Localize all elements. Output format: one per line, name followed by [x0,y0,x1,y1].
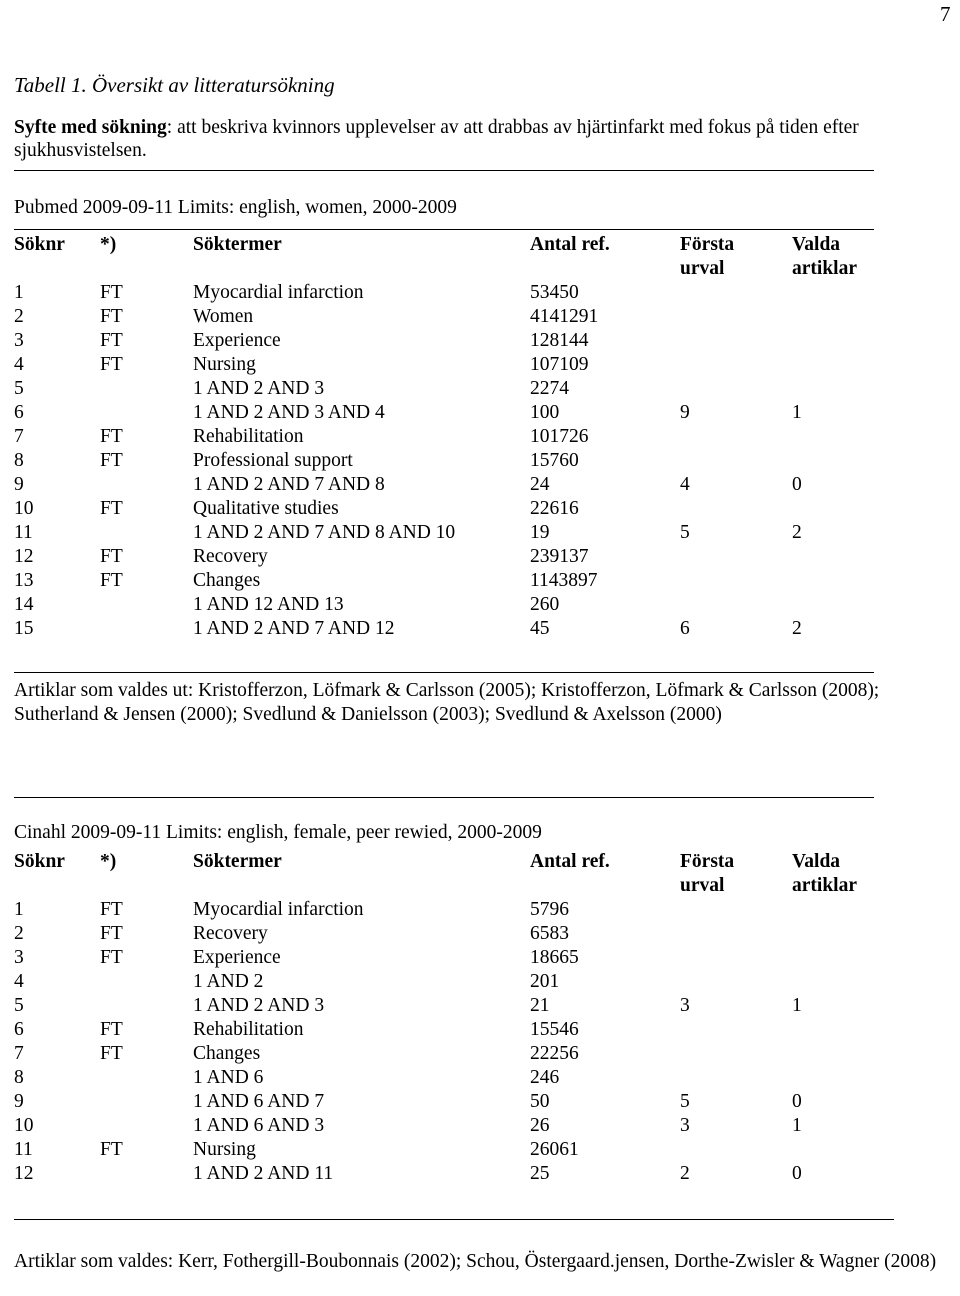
forsta-line1: Första [680,851,735,872]
table-row [14,1090,902,1114]
selected-articles-count [792,449,902,473]
selected-articles-count [792,497,902,521]
ref-count: 21 [530,995,550,1016]
ref-count: 18665 [530,947,579,968]
table-title: Tabell 1. Översikt av litteratursökning [14,73,335,97]
search-number: 12 [14,546,34,567]
first-selection [680,377,792,401]
search-number: 4 [14,354,24,375]
ref-count: 19 [530,522,550,543]
search-term: Qualitative studies [193,498,339,519]
cinahl-header: Cinahl 2009-09-11 Limits: english, female, peer rewied, 2000-2009 [14,822,542,843]
search-term: 1 AND 12 AND 13 [193,594,344,615]
ref-count: 5796 [530,899,569,920]
search-term: Rehabilitation [193,1019,304,1040]
search-number: 7 [14,1043,24,1064]
search-term: Changes [193,1043,261,1064]
col-header-antal: Antal ref. [530,234,610,255]
first-selection [680,922,792,946]
first-selection: 5 [680,522,690,543]
field-tag: FT [100,570,123,591]
table-row [14,305,902,329]
col-header-forsta [680,850,792,898]
table-row [14,449,902,473]
table-row [14,946,902,970]
table-header-row [14,850,902,898]
selected-articles-count [792,281,902,305]
table-row [14,377,902,401]
search-number: 3 [14,330,24,351]
ref-count: 100 [530,402,560,423]
ref-count: 4141291 [530,306,599,327]
search-term: 1 AND 2 AND 3 AND 4 [193,402,385,423]
table-row [14,1138,902,1162]
search-purpose [14,116,894,162]
search-number: 10 [14,498,34,519]
search-number: 4 [14,971,24,992]
table-row [14,545,902,569]
table-row [14,970,902,994]
search-term: 1 AND 2 AND 7 AND 12 [193,618,395,639]
ref-count: 128144 [530,330,589,351]
search-term: Recovery [193,546,268,567]
first-selection [680,946,792,970]
ref-count: 101726 [530,426,589,447]
search-number: 8 [14,1067,24,1088]
ref-count: 26 [530,1115,550,1136]
selected-articles-count [792,305,902,329]
field-tag: FT [100,498,123,519]
purpose-text: : att beskriva kvinnors upplevelser av att drabbas av hjärtinfarkt med fokus på tiden efter sjukhusvistelsen. [14,117,859,161]
search-number: 11 [14,522,33,543]
ref-count: 22616 [530,498,579,519]
selected-articles-count [792,946,902,970]
ref-count: 25 [530,1163,550,1184]
table-header-row [14,233,902,281]
valda-line2: artiklar [792,258,857,279]
search-number: 5 [14,995,24,1016]
ref-count: 24 [530,474,550,495]
search-term: Experience [193,947,281,968]
field-tag [100,593,193,617]
search-term: Professional support [193,450,353,471]
first-selection: 4 [680,474,690,495]
selected-articles-count: 1 [792,1115,802,1136]
forsta-line1: Första [680,234,735,255]
ref-count: 26061 [530,1139,579,1160]
ref-count: 239137 [530,546,589,567]
search-number: 6 [14,402,24,423]
table-row [14,593,902,617]
search-term: Recovery [193,923,268,944]
ref-count: 22256 [530,1043,579,1064]
field-tag: FT [100,923,123,944]
table-row [14,425,902,449]
search-term: 1 AND 2 AND 7 AND 8 AND 10 [193,522,456,543]
selected-articles-count [792,1138,902,1162]
ref-count: 260 [530,594,560,615]
search-number: 11 [14,1139,33,1160]
first-selection: 6 [680,618,690,639]
search-number: 14 [14,594,34,615]
field-tag: FT [100,1019,123,1040]
selected-articles-count: 2 [792,522,802,543]
table-row [14,353,902,377]
search-term: Women [193,306,254,327]
selected-articles-count [792,970,902,994]
selected-articles-count: 1 [792,995,802,1016]
first-selection [680,1042,792,1066]
field-tag: FT [100,1043,123,1064]
search-term: 1 AND 2 [193,971,264,992]
page-number: 7 [940,2,951,26]
forsta-line2: urval [680,258,725,279]
first-selection: 9 [680,402,690,423]
table-row [14,1162,902,1186]
first-selection [680,353,792,377]
ref-count: 1143897 [530,570,598,591]
selected-articles-count [792,1066,902,1090]
search-number: 1 [14,282,24,303]
search-term: 1 AND 2 AND 11 [193,1163,334,1184]
divider [14,672,874,673]
table-row [14,329,902,353]
selected-articles-count [792,593,902,617]
field-tag [100,521,193,545]
field-tag [100,970,193,994]
col-header-soktermer: Söktermer [193,851,282,872]
cinahl-selected-articles: Artiklar som valdes: Kerr, Fothergill-Boubonnais (2002); Schou, Östergaard.jensen, Dorthe-Zwisler & Wagner (2008) [14,1251,937,1272]
table-row [14,497,902,521]
first-selection: 3 [680,1115,690,1136]
search-number: 5 [14,378,24,399]
field-tag [100,617,193,641]
pubmed-table [14,233,902,641]
first-selection: 3 [680,995,690,1016]
col-header-soknr: Söknr [14,234,65,255]
search-term: Nursing [193,1139,256,1160]
first-selection [680,1138,792,1162]
ref-count: 45 [530,618,550,639]
search-number: 10 [14,1115,34,1136]
search-number: 12 [14,1163,34,1184]
first-selection: 5 [680,1091,690,1112]
search-term: Nursing [193,354,256,375]
search-term: 1 AND 2 AND 3 [193,378,325,399]
valda-line1: Valda [792,851,841,872]
col-header-antal: Antal ref. [530,851,610,872]
search-term: Myocardial infarction [193,282,364,303]
pubmed-selected-articles: Artiklar som valdes ut: Kristofferzon, Löfmark & Carlsson (2005); Kristofferzon, Löfmark & Carlsson (2008); Sutherland & Jensen (2000); Svedlund & Danielsson (2003); Svedlund & Axelsson (2000) [14,680,880,725]
ref-count: 50 [530,1091,550,1112]
first-selection [680,425,792,449]
table-row [14,994,902,1018]
ref-count: 6583 [530,923,569,944]
col-header-valda [792,850,902,898]
search-number: 2 [14,923,24,944]
selected-articles-count: 1 [792,402,802,423]
first-selection [680,329,792,353]
search-number: 2 [14,306,24,327]
selected-articles-count [792,922,902,946]
table-row [14,473,902,497]
field-tag [100,473,193,497]
search-term: 1 AND 2 AND 3 [193,995,325,1016]
field-tag: FT [100,1139,123,1160]
first-selection [680,545,792,569]
field-tag: FT [100,899,123,920]
search-number: 13 [14,570,34,591]
forsta-line2: urval [680,875,725,896]
field-tag [100,1090,193,1114]
field-tag [100,1114,193,1138]
search-term: 1 AND 6 [193,1067,264,1088]
table-row [14,922,902,946]
table-row [14,1042,902,1066]
search-number: 9 [14,1091,24,1112]
valda-line1: Valda [792,234,841,255]
first-selection [680,1018,792,1042]
search-term: 1 AND 6 AND 3 [193,1115,325,1136]
ref-count: 15760 [530,450,579,471]
field-tag: FT [100,306,123,327]
ref-count: 15546 [530,1019,579,1040]
table-row [14,569,902,593]
selected-articles-count: 0 [792,1091,802,1112]
ref-count: 201 [530,971,560,992]
col-header-soknr: Söknr [14,851,65,872]
selected-articles-count [792,353,902,377]
first-selection: 2 [680,1163,690,1184]
search-term: Rehabilitation [193,426,304,447]
search-term: 1 AND 2 AND 7 AND 8 [193,474,385,495]
search-number: 1 [14,899,24,920]
field-tag: FT [100,282,123,303]
selected-articles-count: 0 [792,1163,802,1184]
cinahl-table [14,850,902,1186]
selected-articles-count: 0 [792,474,802,495]
search-number: 15 [14,618,34,639]
col-header-forsta [680,233,792,281]
first-selection [680,898,792,922]
field-tag: FT [100,546,123,567]
field-tag [100,994,193,1018]
search-number: 8 [14,450,24,471]
first-selection [680,449,792,473]
search-number: 6 [14,1019,24,1040]
field-tag [100,1066,193,1090]
table-row [14,617,902,641]
field-tag [100,401,193,425]
divider [14,797,874,798]
search-term: Experience [193,330,281,351]
search-number: 9 [14,474,24,495]
table-row [14,1018,902,1042]
field-tag [100,377,193,401]
col-header-soktermer: Söktermer [193,234,282,255]
table-row [14,401,902,425]
selected-articles-count [792,545,902,569]
selected-articles-count [792,1042,902,1066]
field-tag: FT [100,426,123,447]
selected-articles-count [792,329,902,353]
first-selection [680,497,792,521]
field-tag [100,1162,193,1186]
search-number: 3 [14,947,24,968]
selected-articles-count [792,1018,902,1042]
search-term: Myocardial infarction [193,899,364,920]
field-tag: FT [100,450,123,471]
selected-articles-count: 2 [792,618,802,639]
field-tag: FT [100,947,123,968]
selected-articles-count [792,569,902,593]
first-selection [680,593,792,617]
pubmed-header: Pubmed 2009-09-11 Limits: english, women, 2000-2009 [14,197,457,218]
ref-count: 2274 [530,378,569,399]
selected-articles-count [792,425,902,449]
col-header-valda [792,233,902,281]
purpose-label: Syfte med sökning [14,117,167,138]
field-tag: FT [100,354,123,375]
ref-count: 246 [530,1067,560,1088]
divider [14,229,874,230]
table-row [14,898,902,922]
first-selection [680,569,792,593]
search-term: Changes [193,570,261,591]
ref-count: 107109 [530,354,589,375]
table-row [14,281,902,305]
first-selection [680,281,792,305]
divider [14,170,874,171]
divider [14,1219,894,1220]
first-selection [680,970,792,994]
selected-articles-count [792,898,902,922]
first-selection [680,305,792,329]
valda-line2: artiklar [792,875,857,896]
table-row [14,1114,902,1138]
selected-articles-count [792,377,902,401]
search-term: 1 AND 6 AND 7 [193,1091,325,1112]
col-header-ft: *) [100,851,117,872]
table-row [14,521,902,545]
first-selection [680,1066,792,1090]
search-number: 7 [14,426,24,447]
table-row [14,1066,902,1090]
field-tag: FT [100,330,123,351]
col-header-ft: *) [100,234,117,255]
ref-count: 53450 [530,282,579,303]
